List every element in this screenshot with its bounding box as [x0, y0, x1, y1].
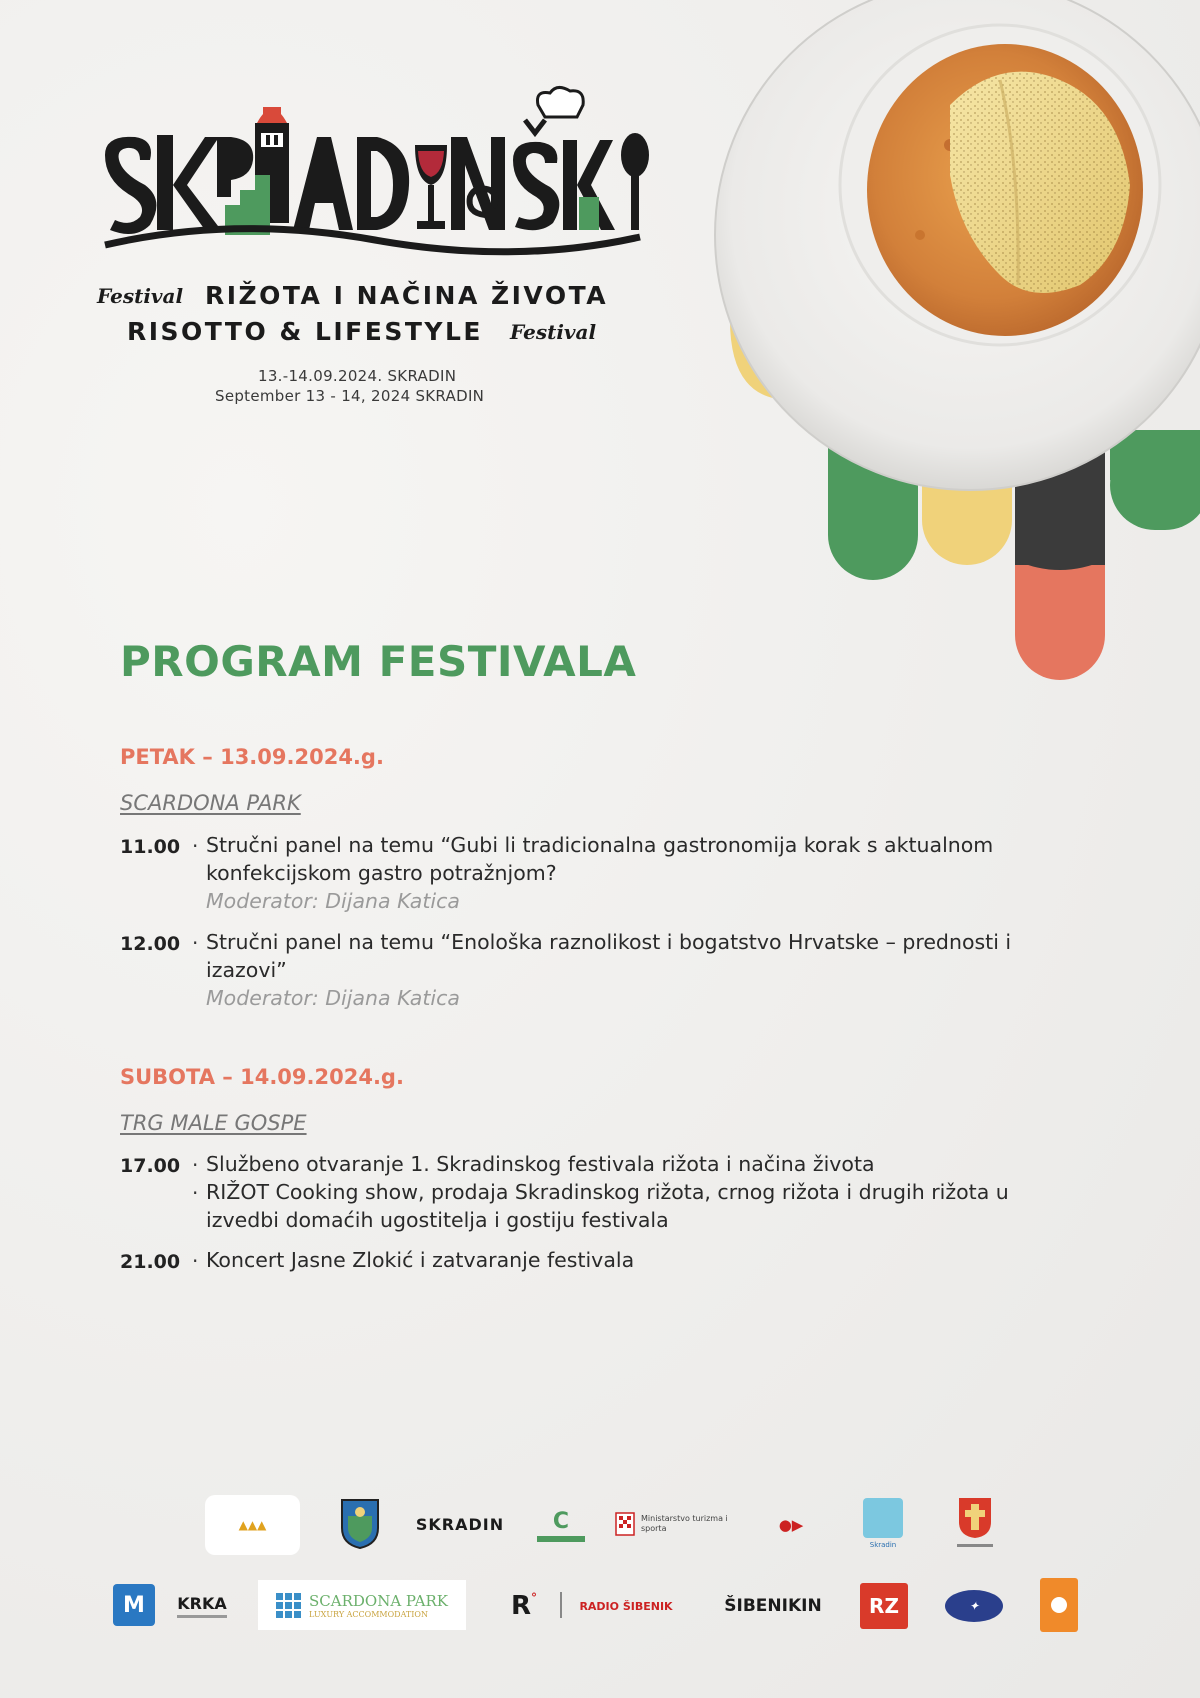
sponsor-sibenikin	[718, 1590, 828, 1622]
bullet: ·	[192, 931, 199, 955]
sponsor-ministry-text: Ministarstvo turizma i sporta	[641, 1514, 728, 1533]
tagline-english: RISOTTO & LIFESTYLE	[127, 317, 484, 346]
time-slot: 17.00	[120, 1155, 181, 1177]
sponsor-logo-red-square: RZ	[860, 1583, 908, 1629]
sponsor-sibenikin-text: ŠIBENIKIN	[724, 1596, 822, 1616]
sponsor-logo-blue-text: Skradin	[869, 1540, 897, 1549]
sponsor-coat-of-arms	[340, 1498, 380, 1550]
sponsor-skradin-text: SKRADIN	[415, 1514, 505, 1534]
time-slot: 21.00	[120, 1251, 181, 1273]
sponsor-logo-green: C	[532, 1496, 590, 1554]
sponsor-logo-red: ●▶	[778, 1516, 804, 1534]
day-heading-saturday: SUBOTA – 14.09.2024.g.	[120, 1065, 404, 1089]
dates-croatian: 13.-14.09.2024. SKRADIN	[258, 367, 457, 385]
sponsor-scardona-subtext: LUXURY ACCOMMODATION	[309, 1609, 428, 1619]
sponsor-radio-sibenik-text: RADIO ŠIBENIK	[579, 1599, 673, 1613]
festival-script-left: Festival	[97, 284, 184, 308]
sponsor-logo-m: M	[113, 1584, 155, 1626]
sponsor-logo-oval: ✦	[945, 1588, 1003, 1624]
sponsor-logo-r: R°	[510, 1591, 538, 1621]
sponsor-krka-text: KRKA	[177, 1594, 227, 1613]
sponsor-logo-blue	[860, 1492, 906, 1554]
festival-script-right: Festival	[510, 320, 597, 344]
time-slot: 12.00	[120, 933, 181, 955]
bullet: ·	[192, 1249, 199, 1273]
program-item-text: RIŽOT Cooking show, prodaja Skradinskog rižota, crnog rižota i drugih rižota u izvedbi domaćih ugostitelja i gostiju festivala	[206, 1180, 1009, 1232]
moderator: Moderator: Dijana Katica	[206, 986, 460, 1010]
program-item-text: Službeno otvaranje 1. Skradinskog festivala rižota i načina života	[206, 1152, 875, 1176]
sponsor-logo-orange	[1040, 1578, 1078, 1632]
sponsor-skradin-logo	[412, 1502, 508, 1546]
program-title: PROGRAM FESTIVALA	[120, 637, 637, 686]
risotto-plate-photo	[700, 0, 1200, 505]
venue-saturday: TRG MALE GOSPE	[120, 1111, 307, 1135]
sponsor-scardona-park	[258, 1580, 466, 1630]
program-item-text: Stručni panel na temu “Enološka raznolikost i bogatstvo Hrvatske – prednosti i izazovi”	[206, 930, 1012, 982]
bullet: ·	[192, 834, 199, 858]
tagline-croatian: RIŽOTA I NAČINA ŽIVOTA	[205, 281, 609, 310]
sponsor-scardona-text: SCARDONA PARK	[309, 1591, 448, 1610]
moderator: Moderator: Dijana Katica	[206, 889, 460, 913]
bullet: ·	[192, 1181, 199, 1205]
program-item-text: Stručni panel na temu “Gubi li tradicionalna gastronomija korak s aktualnom konfekcijskom gastro potražnjom?	[206, 833, 994, 885]
sponsor-radio-sibenik	[570, 1592, 682, 1620]
program-item-text: Koncert Jasne Zlokić i zatvaranje festivala	[206, 1248, 635, 1272]
dates-english: September 13 - 14, 2024 SKRADIN	[215, 387, 485, 405]
skradinski-wordmark-logo	[95, 85, 655, 275]
venue-friday: SCARDONA PARK	[120, 791, 301, 815]
bullet: ·	[192, 1153, 199, 1177]
sponsor-krka	[168, 1590, 236, 1622]
festival-logo	[95, 85, 655, 415]
day-heading-friday: PETAK – 13.09.2024.g.	[120, 745, 384, 769]
sponsor-logo: ▲▲▲	[205, 1495, 300, 1555]
time-slot: 11.00	[120, 836, 181, 858]
sponsor-ministry	[615, 1502, 735, 1546]
sponsor-coat-of-arms-red	[952, 1490, 998, 1552]
divider	[560, 1592, 562, 1618]
